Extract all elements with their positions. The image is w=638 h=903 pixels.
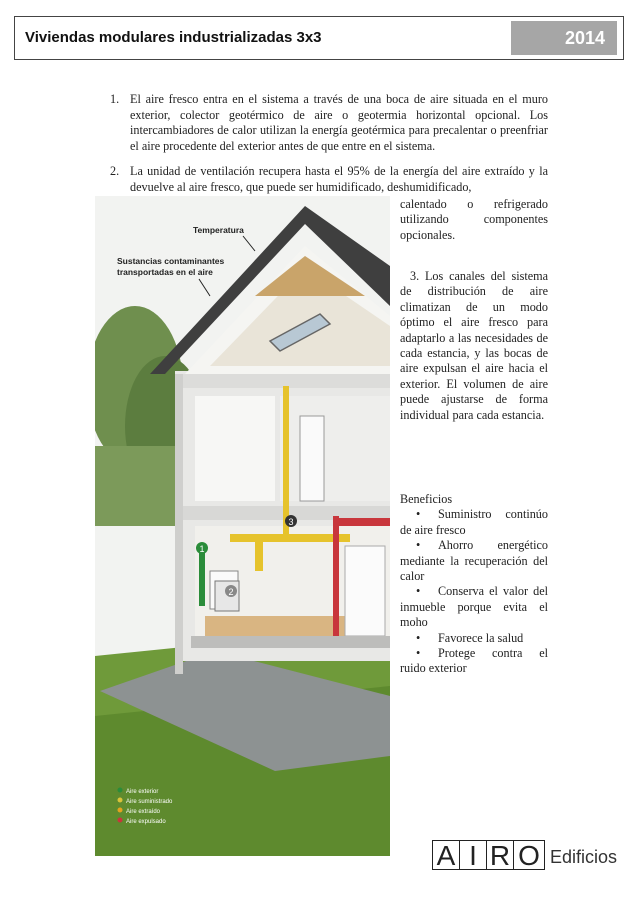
legend-aire-exterior: Aire exterior (126, 789, 159, 795)
document-title: Viviendas modulares industrializadas 3x3 (25, 29, 322, 46)
logo-letter: O (513, 840, 545, 870)
list-item: • Favorece la salud (400, 631, 548, 646)
list-item-text: El aire fresco entra en el sistema a través de una boca de aire situada en el muro exterior, colector geotérmico de aire o geotermia horizontal opcional. Los intercambiadores de calor utilizan la energía geotérmica para precalentar o preenfriar el aire procedente del exterior antes de que entre en el sistema. (130, 92, 548, 153)
logo-letter: A (432, 840, 460, 870)
benefits-title: Beneficios (400, 492, 453, 506)
logo-word: Edificios (550, 847, 618, 867)
list-item (110, 92, 548, 154)
item2-continuation: calentado o refrigerado utilizando componentes opcionales. (400, 197, 548, 242)
list-item: • Conserva el valor del inmueble porque evita el moho (400, 584, 548, 630)
legend-aire-extraido: Aire extraído (126, 809, 161, 815)
airo-logo (432, 840, 622, 876)
logo-letter: I (459, 840, 487, 870)
year-badge: 2014 (511, 21, 617, 55)
house-ventilation-illustration (95, 196, 390, 856)
list-item-3 (400, 269, 548, 423)
legend-aire-expulsado: Aire expulsado (126, 819, 166, 825)
list-item: • Suministro continúo de aire fresco (400, 507, 548, 538)
list-item-number: 3. (410, 269, 420, 283)
marker-2: 2 (228, 587, 234, 597)
marker-1: 1 (199, 544, 205, 554)
header-banner (14, 16, 624, 60)
label-temperatura: Temperatura (193, 225, 244, 235)
list-item-text: La unidad de ventilación recupera hasta el 95% de la energía del aire extraído y la devuelve al aire fresco, que puede ser humidificado, deshumidificado, (130, 164, 548, 194)
list-item-text: Los canales del sistema de distribución de aire climatizan de un modo óptimo el aire fresco para adaptarlo a las necesidades de cada estancia, y las bocas de aire expulsan el aire hacia el exterior. El volumen de aire puede ajustarse de forma individual para cada estancia. (400, 269, 549, 422)
label-sustancias-line2: transportadas en el aire (117, 267, 213, 277)
logo-letter: R (486, 840, 514, 870)
list-item-number: 1. (110, 92, 120, 106)
benefits-section (400, 492, 548, 677)
marker-3: 3 (288, 517, 294, 527)
numbered-list (110, 92, 548, 205)
house-cutaway-drawing (95, 196, 390, 856)
list-item-number: 2. (110, 164, 120, 178)
benefits-list (400, 507, 548, 676)
list-item: • Ahorro energético mediante la recuperación del calor (400, 538, 548, 584)
legend-aire-suministrado: Aire suministrado (126, 799, 173, 805)
list-item: • Protege contra el ruido exterior (400, 646, 548, 677)
label-sustancias-line1: Sustancias contaminantes (117, 256, 225, 266)
list-item (110, 164, 548, 195)
